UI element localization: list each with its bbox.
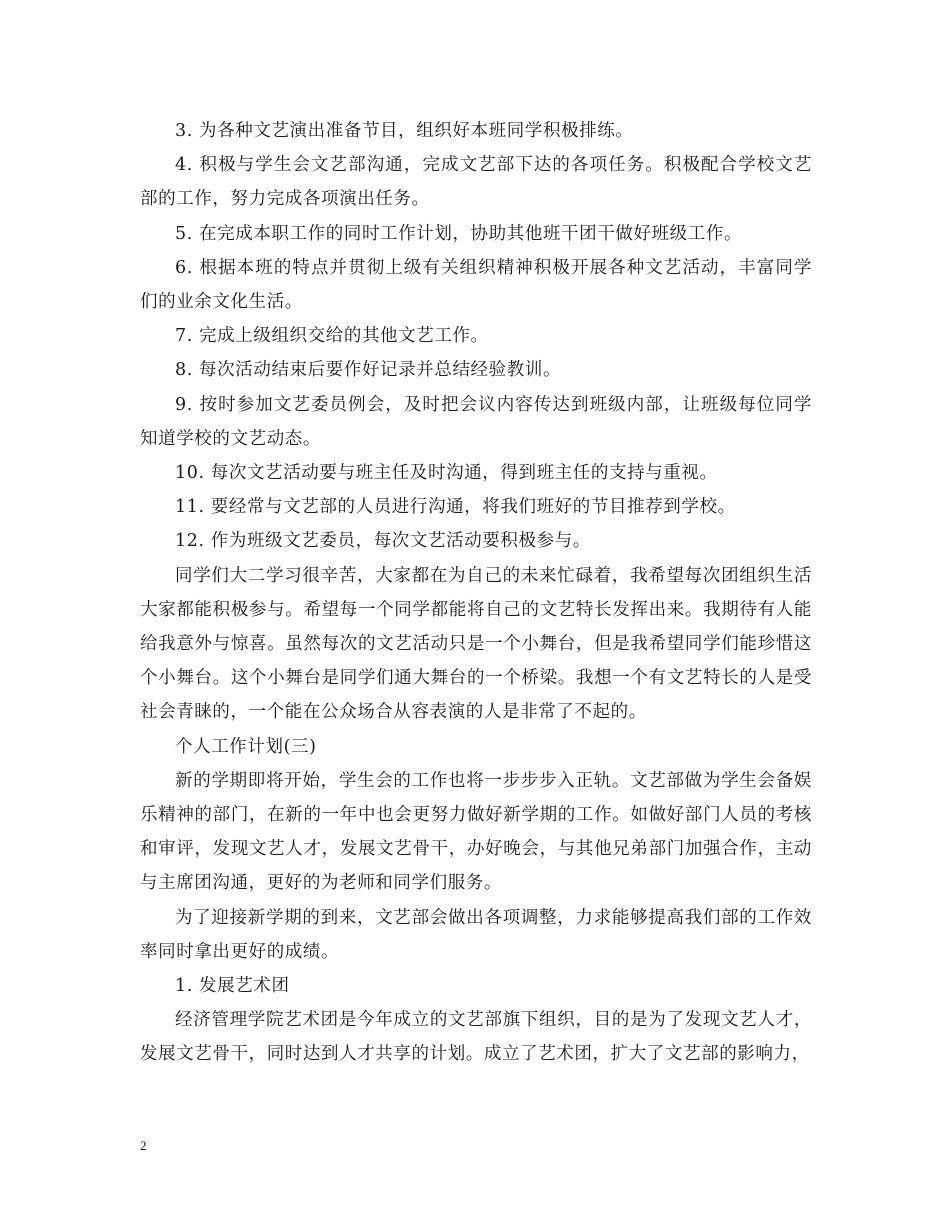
list-item: 3. 为各种文艺演出准备节目，组织好本班同学积极排练。 bbox=[175, 121, 634, 141]
list-item: 5. 在完成本职工作的同时工作计划，协助其他班干团干做好班级工作。 bbox=[175, 223, 743, 244]
list-item: 7. 完成上级组织交给的其他文艺工作。 bbox=[175, 326, 489, 347]
list-item: 4. 积极与学生会文艺部沟通，完成文艺部下达的各项任务。积极配合学校文艺部的工作，努力完成各项演出任务。 bbox=[140, 155, 812, 210]
list-item: 10. 每次文艺活动要与班主任及时沟通，得到班主任的支持与重视。 bbox=[175, 463, 718, 484]
list-item: 9. 按时参加文艺委员例会，及时把会议内容传达到班级内部，让班级每位同学知道学校的文艺动态。 bbox=[140, 394, 812, 449]
list-item: 8. 每次活动结束后要作好记录并总结经验教训。 bbox=[175, 360, 562, 381]
body-paragraph: 新的学期即将开始，学生会的工作也将一步步步入正轨。文艺部做为学生会备娱乐精神的部门，在新的一年中也会更努力做好新学期的工作。如做好部门人员的考核和审评，发现文艺人才，发展文艺骨干，办好晚会，与其他兄弟部门加强合作，主动与主席团沟通，更好的为老师和同学们服务。 bbox=[140, 770, 812, 894]
body-paragraph: 同学们大二学习很辛苦，大家都在为自己的未来忙碌着，我希望每次团组织生活大家都能积极参与。希望每一个同学都能将自己的文艺特长发挥出来。我期待有人能给我意外与惊喜。虽然每次的文艺活动只是一个小舞台，但是我希望同学们能珍惜这个小舞台。这个小舞台是同学们通大舞台的一个桥梁。我想一个有文艺特长的人是受社会青睐的，一个能在公众场合从容表演的人是非常了不起的。 bbox=[140, 565, 812, 723]
section-heading: 个人工作计划(三) bbox=[175, 736, 317, 757]
document-body bbox=[140, 114, 812, 1072]
list-item: 6. 根据本班的特点并贯彻上级有关组织精神积极开展各种文艺活动，丰富同学们的业余文化生活。 bbox=[140, 257, 812, 313]
list-item: 11. 要经常与文艺部的人员进行沟通，将我们班好的节目推荐到学校。 bbox=[175, 497, 736, 518]
page-number: 2 bbox=[140, 1138, 147, 1153]
body-paragraph: 经济管理学院艺术团是今年成立的文艺部旗下组织，目的是为了发现文艺人才，发展文艺骨干，同时达到人才共享的计划。成立了艺术团，扩大了文艺部的影响力， bbox=[140, 1010, 812, 1065]
subsection-heading: 1. 发展艺术团 bbox=[175, 976, 290, 997]
list-item: 12. 作为班级文艺委员，每次文艺活动要积极参与。 bbox=[175, 531, 591, 552]
body-paragraph: 为了迎接新学期的到来，文艺部会做出各项调整，力求能够提高我们部的工作效率同时拿出更好的成绩。 bbox=[140, 907, 812, 962]
